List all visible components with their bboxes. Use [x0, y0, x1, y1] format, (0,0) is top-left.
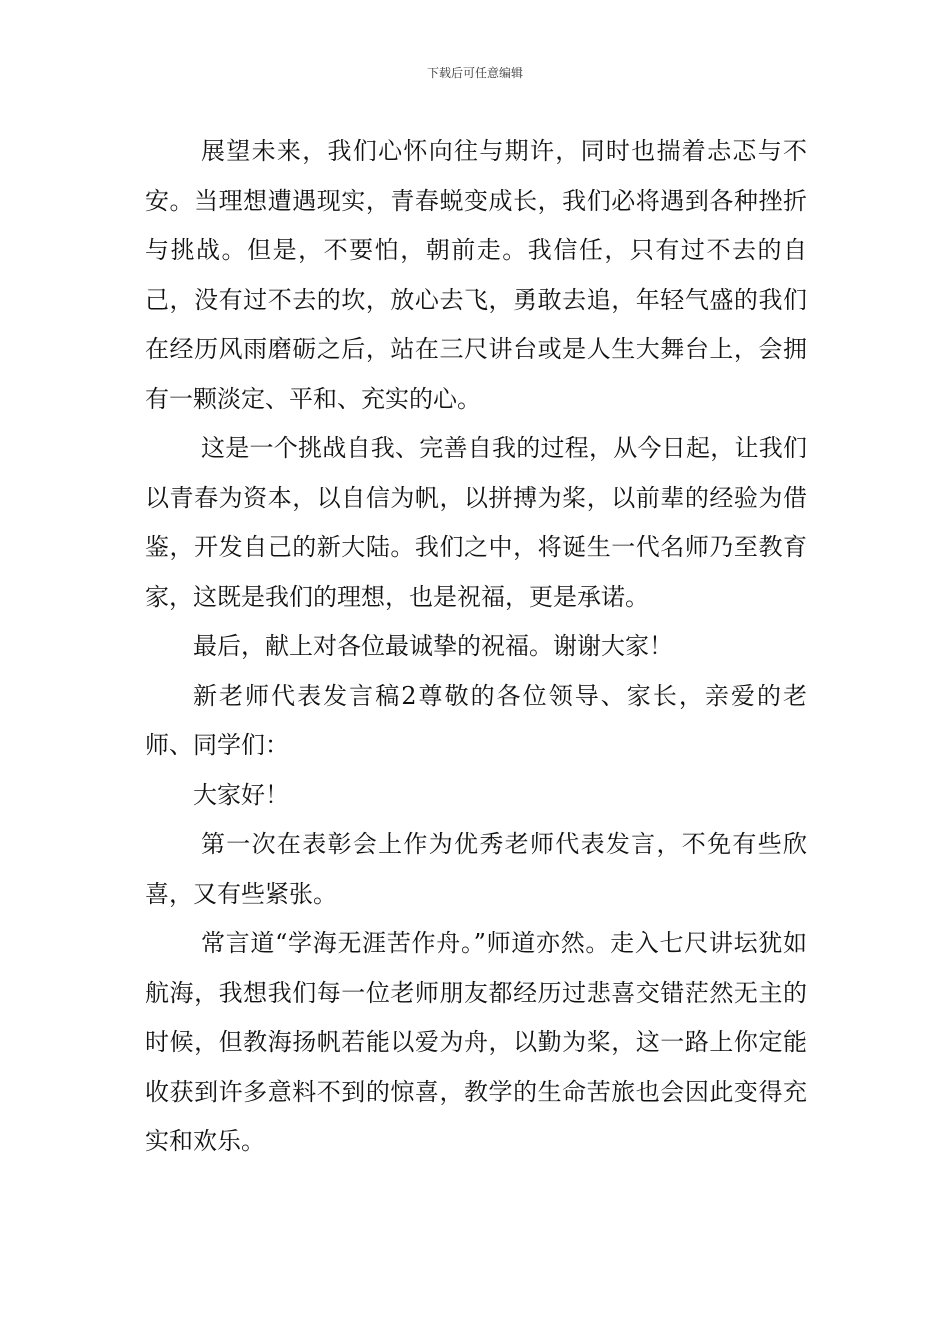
paragraph-speech-2-greeting: 新老师代表发言稿2尊敬的各位领导、家长，亲爱的老师、同学们：: [145, 681, 807, 759]
paragraph-future-outlook: 展望未来，我们心怀向往与期许，同时也揣着忐忑与不安。当理想遭遇现实，青春蜕变成长，我们必将遇到各种挫折与挑战。但是，不要怕，朝前走。我信任，只有过不去的自己，没有过不去的坎，放心去飞，勇敢去追，年轻气盛的我们在经历风雨磨砺之后，站在三尺讲台或是人生大舞台上，会拥有一颗淡定、平和、充实的心。: [145, 137, 807, 413]
page-header: 下载后可任意编辑: [426, 66, 523, 80]
paragraph-hello: 大家好！: [193, 780, 289, 809]
paragraph-first-time: 第一次在表彰会上作为优秀老师代表发言，不免有些欣喜，又有些紧张。: [145, 830, 807, 908]
paragraph-self-challenge: 这是一个挑战自我、完善自我的过程，从今日起，让我们以青春为资本，以自信为帆，以拼搏为桨，以前辈的经验为借鉴，开发自己的新大陆。我们之中，将诞生一代名师乃至教育家，这既是我们的理想，也是祝福，更是承诺。: [145, 434, 807, 611]
paragraph-teaching-voyage: 常言道“学海无涯苦作舟。”师道亦然。走入七尺讲坛犹如航海，我想我们每一位老师朋友都经历过悲喜交错茫然无主的时候，但教海扬帆若能以爱为舟，以勤为桨，这一路上你定能收获到许多意料不到的惊喜，教学的生命苦旅也会因此变得充实和欢乐。: [145, 929, 807, 1155]
paragraph-closing-wishes: 最后，献上对各位最诚挚的祝福。谢谢大家！: [193, 632, 673, 660]
document-body: [145, 127, 807, 1167]
